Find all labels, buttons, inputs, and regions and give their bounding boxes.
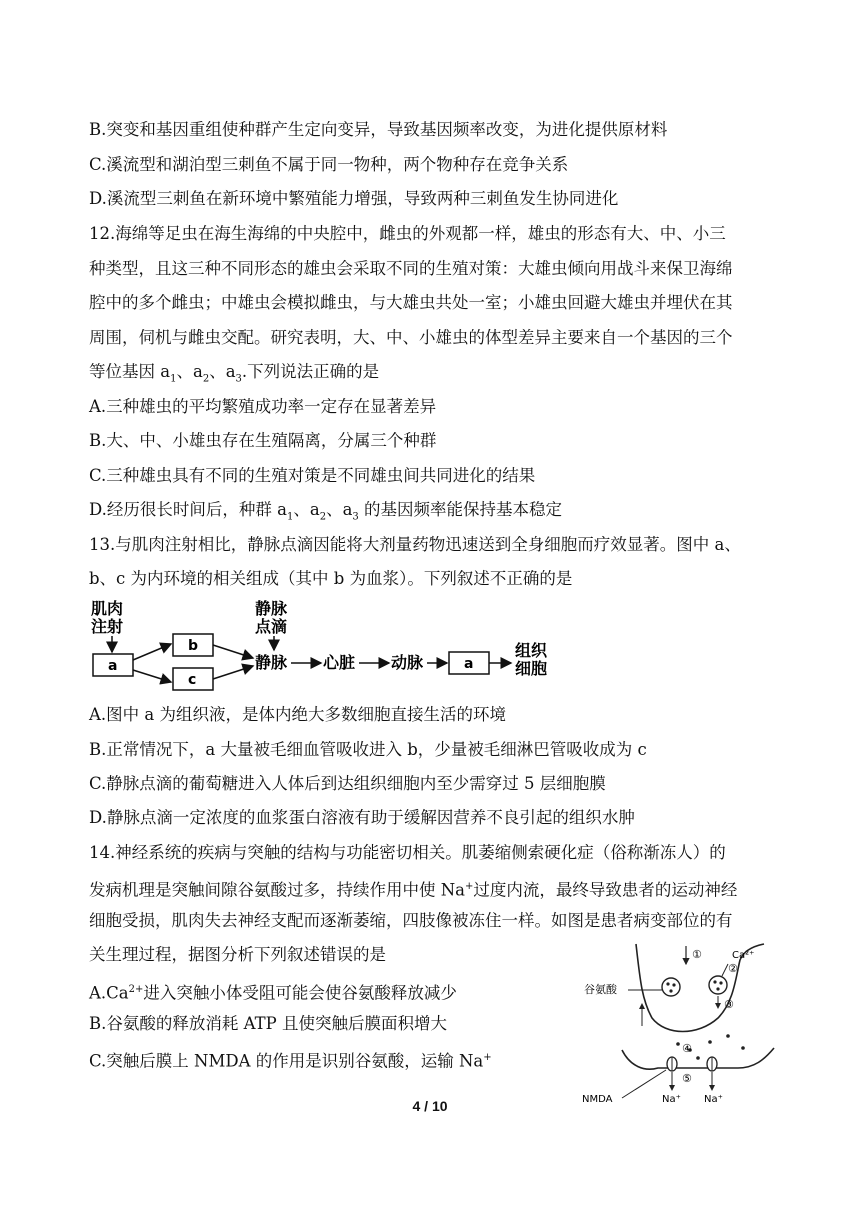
page-number: 4 / 10 xyxy=(412,1098,448,1114)
vein-label: 静脉 xyxy=(255,653,288,672)
artery-label: 动脉 xyxy=(391,653,424,672)
q13-option-b: B.正常情况下，a 大量被毛细血管吸收进入 b，少量被毛细淋巴管吸收成为 c xyxy=(89,740,647,759)
vesicle-icon xyxy=(709,976,727,994)
q14-stem-line4: 关生理过程，据图分析下列叙述错误的是 xyxy=(89,945,386,964)
step-2-label: ② xyxy=(728,962,738,975)
vesicle-icon xyxy=(662,978,680,996)
q13-option-d: D.静脉点滴一定浓度的血浆蛋白溶液有助于缓解因营养不良引起的组织水肿 xyxy=(89,808,635,827)
box-b-label: b xyxy=(188,638,199,654)
synapse-diagram xyxy=(578,940,778,1110)
q14-option-b: B.谷氨酸的释放消耗 ATP 且使突触后膜面积增大 xyxy=(89,1014,447,1033)
q13-option-a: A.图中 a 为组织液，是体内绝大多数细胞直接生活的环境 xyxy=(89,705,506,724)
q13-stem-line2: b、c 为内环境的相关组成（其中 b 为血浆）。下列叙述不正确的是 xyxy=(89,569,573,588)
nmda-receptor-icon xyxy=(667,1057,677,1071)
q11-option-d: D.溪流型三刺鱼在新环境中繁殖能力增强，导致两种三刺鱼发生协同进化 xyxy=(89,189,619,208)
im-label-1: 肌肉 xyxy=(91,599,124,618)
im-label-2: 注射 xyxy=(91,617,124,636)
step-5-label: ⑤ xyxy=(682,1072,692,1085)
q14-stem-line2: 发病机理是突触间隙谷氨酸过多，持续作用中使 Na+过度内流，最终导致患者的运动神经 xyxy=(89,880,738,900)
glutamate-label: 谷氨酸 xyxy=(584,983,617,996)
box-a2-label: a xyxy=(464,656,474,672)
q12-option-c: C.三种雄虫具有不同的生殖对策是不同雄虫间共同进化的结果 xyxy=(89,466,536,485)
q14-stem-line1: 14.神经系统的疾病与突触的结构与功能密切相关。肌萎缩侧索硬化症（俗称渐冻人）的 xyxy=(89,843,726,862)
tissue-label-1: 组织 xyxy=(515,641,548,660)
body-fluid-flow-diagram xyxy=(85,598,565,694)
q14-option-a: $A.Ca^{2+}$进入突触小体受阻可能会使谷氨酸释放减少 xyxy=(89,983,457,1003)
q12-option-a: A.三种雄虫的平均繁殖成功率一定存在显著差异 xyxy=(89,397,437,416)
arrow-a-to-c xyxy=(133,670,171,682)
box-a-label: a xyxy=(108,658,118,674)
calcium-label: Ca²⁺ xyxy=(732,950,755,961)
step-1-label: ① xyxy=(692,948,702,961)
sodium-label-1: Na⁺ xyxy=(662,1094,681,1105)
iv-label-1: 静脉 xyxy=(255,599,288,618)
q11-option-b: B.突变和基因重组使种群产生定向变异，导致基因频率改变，为进化提供原材料 xyxy=(89,120,668,139)
nmda-receptor-icon xyxy=(707,1057,717,1071)
arrow-c-to-vein xyxy=(213,666,253,679)
q14-option-c: C.突触后膜上 NMDA 的作用是识别谷氨酸，运输 Na+ xyxy=(89,1051,492,1071)
q12-stem-line1: 12.海绵等足虫在海生海绵的中央腔中，雌虫的外观都一样，雄虫的形态有大、中、小三 xyxy=(89,224,726,243)
nmda-label: NMDA xyxy=(582,1094,613,1105)
q12-stem-line5: 等位基因 $a_1$、$a_2$、$a_3$.下列说法正确的是 xyxy=(89,362,380,385)
step-4-label: ④ xyxy=(682,1042,692,1055)
q14-stem-line3: 细胞受损，肌肉失去神经支配而逐渐萎缩，四肢像被冻住一样。如图是患者病变部位的有 xyxy=(89,911,733,930)
tissue-label-2: 细胞 xyxy=(515,659,548,678)
step-3-label: ③ xyxy=(724,998,734,1011)
q13-stem-line1: 13.与肌肉注射相比，静脉点滴因能将大剂量药物迅速送到全身细胞而疗效显著。图中 a、 xyxy=(89,535,741,554)
q12-stem-line4: 周围，伺机与雌虫交配。研究表明，大、中、小雄虫的体型差异主要来自一个基因的三个 xyxy=(89,328,733,347)
q12-option-b: B.大、中、小雄虫存在生殖隔离，分属三个种群 xyxy=(89,431,437,450)
q12-option-d: D.经历很长时间后，种群 $a_1$、$a_2$、$a_3$ 的基因频率能保持基本稳定 xyxy=(89,500,563,523)
box-c-label: c xyxy=(188,672,197,688)
q11-option-c: C.溪流型和湖泊型三刺鱼不属于同一物种，两个物种存在竞争关系 xyxy=(89,155,569,174)
heart-label: 心脏 xyxy=(323,653,356,672)
q12-stem-line3: 腔中的多个雌虫；中雄虫会模拟雌虫，与大雄虫共处一室；小雄虫回避大雄虫并埋伏在其 xyxy=(89,293,733,312)
q12-stem-line2: 种类型，且这三种不同形态的雄虫会采取不同的生殖对策：大雄虫倾向用战斗来保卫海绵 xyxy=(89,259,733,278)
arrow-a-to-b xyxy=(133,644,171,660)
sodium-label-2: Na⁺ xyxy=(704,1094,723,1105)
arrow-b-to-vein xyxy=(213,645,253,658)
iv-label-2: 点滴 xyxy=(255,617,288,636)
q13-option-c: C.静脉点滴的葡萄糖进入人体后到达组织细胞内至少需穿过 5 层细胞膜 xyxy=(89,774,606,793)
